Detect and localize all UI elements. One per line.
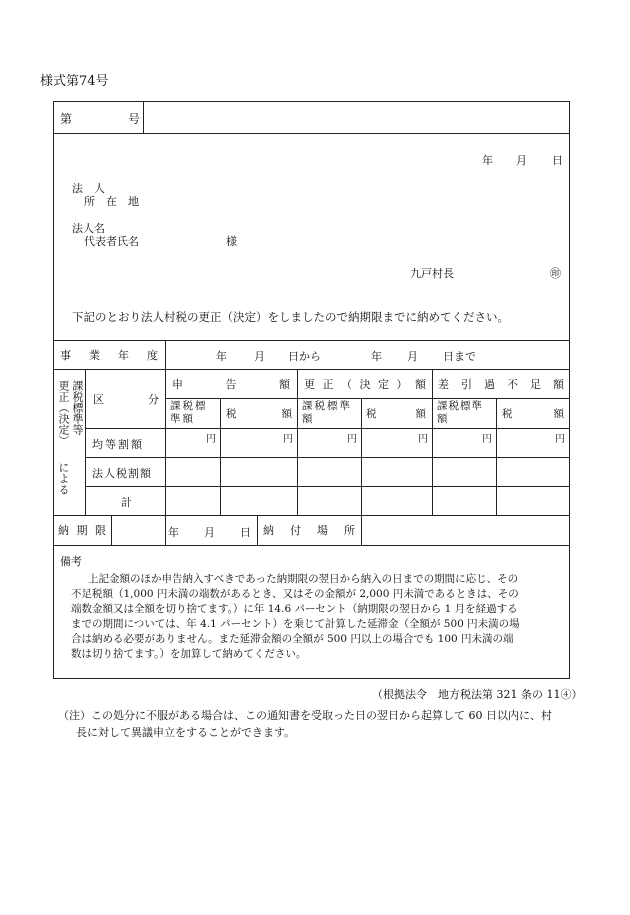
- period-from: 日から: [288, 350, 321, 363]
- rule: [220, 398, 221, 515]
- subheader-tax-2: 税 額: [366, 407, 426, 420]
- rule: [297, 369, 298, 515]
- yen-mark: 円: [418, 434, 428, 445]
- rule: [53, 545, 570, 546]
- rule: [165, 340, 166, 545]
- rule: [143, 101, 144, 133]
- period-until: 日まで: [443, 350, 476, 363]
- date-month: 月: [516, 154, 527, 167]
- remarks-line: 上記金額のほか申告納入すべきであった納期限の翌日から納入の日までの期間に応じ、その: [88, 573, 519, 585]
- row-label-total: 計: [121, 496, 132, 509]
- remarks-line: 不足税額（1,000 円未満の端数があるとき、又はその金額が 2,000 円未満であるときは、その: [71, 588, 519, 600]
- subheader-base-3: 課税標準 額: [437, 400, 483, 425]
- number-dai: 第: [60, 112, 73, 126]
- rule: [111, 515, 112, 545]
- issuer-name: 九戸村長: [410, 267, 454, 280]
- row-label-kinto: 均等割額: [92, 438, 144, 451]
- seal-icon: ㊞: [550, 267, 561, 280]
- remarks-line: 端数金額又は全額を切り捨てます。）に年 14.6 パーセント（納期限の翌日から 1 月を経過する: [71, 603, 518, 615]
- deadline-month: 月: [204, 526, 215, 539]
- deadline-day: 日: [240, 526, 251, 539]
- hojin-label: 法 人: [72, 182, 105, 195]
- period-month1: 月: [254, 350, 265, 363]
- deadline-label: 納 期 限: [58, 524, 106, 537]
- side-label-b: 課税標準等: [71, 380, 84, 435]
- side-label-c: による: [57, 462, 70, 495]
- payment-place-label: 納 付 場 所: [263, 524, 355, 537]
- subheader-base-2: 課税標準 額: [302, 400, 352, 425]
- rule: [496, 398, 497, 515]
- period-year2: 年: [371, 350, 382, 363]
- address-label: 所 在 地: [84, 195, 139, 208]
- period-year1: 年: [216, 350, 227, 363]
- subheader-base-1: 課税標 準額: [170, 400, 208, 425]
- date-day: 日: [552, 154, 563, 167]
- note-line-1: （注）この処分に不服がある場合は、この通知書を受取った日の翌日から起算して 60 日以内に、村: [58, 709, 552, 722]
- yen-mark: 円: [482, 434, 492, 445]
- rule: [361, 398, 362, 515]
- rule: [85, 428, 570, 429]
- rule: [257, 515, 258, 545]
- rule: [85, 486, 570, 487]
- legal-basis: （根拠法令 地方税法第 321 条の 11④）: [372, 688, 583, 701]
- kubun-header: 区 分: [93, 392, 159, 406]
- rule: [432, 369, 433, 515]
- yen-mark: 円: [555, 434, 565, 445]
- number-go: 号: [128, 112, 141, 126]
- representative-label: 代表者氏名: [84, 235, 139, 248]
- intro-text: 下記のとおり法人村税の更正（決定）をしましたので納期限までに納めてください。: [72, 310, 509, 324]
- note-line-2: 長に対して異議申立をすることができます。: [76, 726, 296, 739]
- date-year: 年: [482, 154, 493, 167]
- rule: [85, 457, 570, 458]
- group-header-kosei: 更 正 （ 決 定 ） 額: [304, 377, 426, 391]
- rule: [361, 515, 362, 545]
- remarks-title: 備考: [60, 555, 82, 568]
- row-label-hojinzei: 法人税割額: [92, 467, 152, 480]
- rule: [85, 369, 86, 515]
- remarks-line: 数は切り捨てます。）を加算して納めてください。: [71, 648, 307, 660]
- side-label-a: 更正（決定）: [57, 380, 70, 446]
- deadline-year: 年: [168, 526, 179, 539]
- period-month2: 月: [407, 350, 418, 363]
- remarks-line: 合は納める必要がありません。また延滞金額の全額が 500 円以上の場合でも 100 円未満の端: [71, 633, 514, 645]
- corp-name-label: 法人名: [72, 222, 105, 235]
- subheader-tax-1: 税 額: [226, 407, 292, 420]
- group-header-sashihiki: 差 引 過 不 足 額: [438, 377, 564, 391]
- group-header-shinkoku: 申 告 額: [172, 377, 290, 391]
- yen-mark: 円: [283, 434, 293, 445]
- yen-mark: 円: [206, 434, 216, 445]
- rule: [53, 133, 570, 134]
- subheader-tax-3: 税 額: [502, 407, 564, 420]
- form-number: 様式第74号: [40, 74, 109, 89]
- period-label: 事 業 年 度: [60, 348, 158, 362]
- remarks-line: までの期間については、年 4.1 パーセント）を乗じて計算した延滞金（全額が 500 円未満の場: [71, 618, 520, 630]
- yen-mark: 円: [347, 434, 357, 445]
- sama-label: 様: [226, 235, 237, 248]
